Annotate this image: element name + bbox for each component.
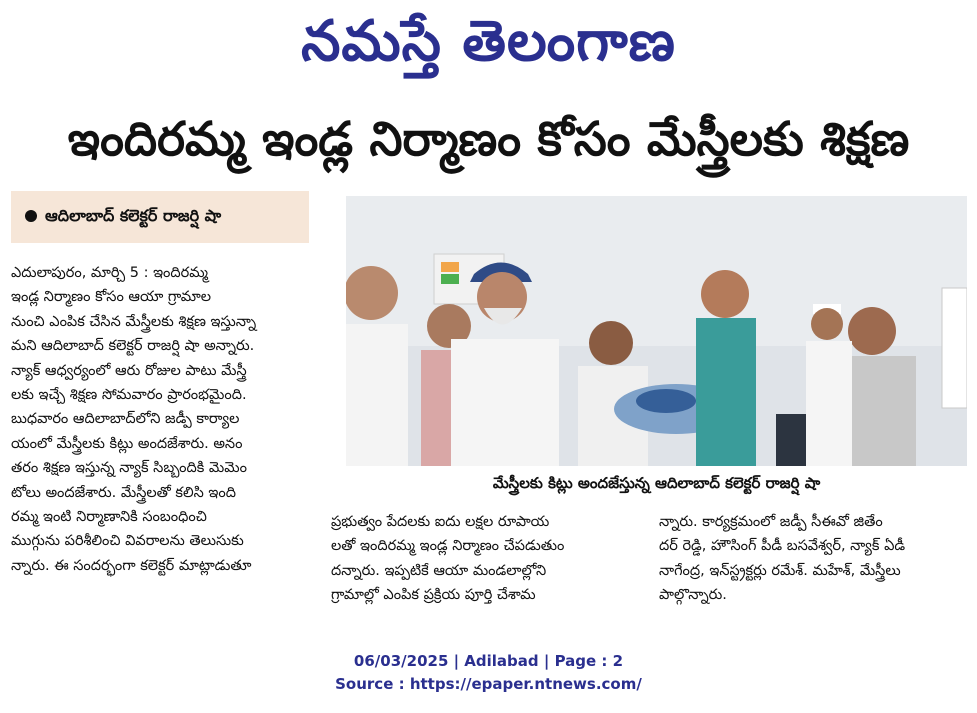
byline-box <box>11 191 309 243</box>
headline: ఇందిరమ్మ ఇండ్ల నిర్మాణం కోసం మేస్త్రీలకు శిక్షణ <box>67 112 910 167</box>
text-line: లకు ఇచ్చే శిక్షణ సోమవారం ప్రారంభమైంది. <box>11 387 247 404</box>
text-line: న్యాక్ ఆధ్వర్యంలో ఆరు రోజుల పాటు మేస్త్రీ <box>11 362 247 379</box>
text-line: నుంచి ఎంపిక చేసిన మేస్త్రీలకు శిక్షణ ఇస్తున్నా <box>11 313 257 330</box>
footer-date-edition: 06/03/2025 | Adilabad | Page : 2 <box>353 652 624 670</box>
text-line: ఇండ్ల నిర్మాణం కోసం ఆయా గ్రామాల <box>11 289 212 306</box>
text-line: దర్ రెడ్డి, హౌసింగ్ పీడీ బసవేశ్వర్, న్యాక్ ఏడీ <box>659 538 906 555</box>
text-line: ఎదులాపురం, మార్చి 5 : ఇందిరమ్మ <box>11 265 208 281</box>
text-line: పాల్గొన్నారు. <box>659 587 727 604</box>
text-line: యంలో మేస్త్రీలకు కిట్లు అందజేశారు. అనం <box>11 435 243 452</box>
text-line: లతో ఇందిరమ్మ ఇండ్ల నిర్మాణం చేపడుతుం <box>331 538 565 555</box>
text-line: ముగ్గును పరిశీలించి వివరాలను తెలుసుకు <box>11 533 244 550</box>
text-line: రమ్మ ఇంటి నిర్మాణానికి సంబంధించి <box>11 509 207 526</box>
article-column-1 <box>11 261 311 578</box>
article-column-2 <box>331 510 631 608</box>
text-line: గ్రామాల్లో ఎంపిక ప్రక్రియ పూర్తి చేశామ <box>331 587 536 604</box>
text-line: న్నారు. కార్యక్రమంలో జడ్పీ సీఈవో జితేం <box>659 514 883 530</box>
text-line: నాగేంద్ర, ఇన్‌స్ట్రక్టర్లు రమేశ్. మహేశ్, మేస్త్రీలు <box>659 562 901 579</box>
masthead-logo: నమస్తే తెలంగాణ <box>301 8 676 74</box>
byline: ఆదిలాబాద్ కలెక్టర్ రాజర్షి షా <box>45 206 222 225</box>
photo-caption: మేస్త్రీలకు కిట్లు అందజేస్తున్న ఆదిలాబాద్ కలెక్టర్ రాజర్షి షా <box>492 474 821 492</box>
bullet-icon <box>25 210 37 222</box>
text-line: న్నారు. ఈ సందర్భంగా కలెక్టర్ మాట్లాడుతూ <box>11 557 252 574</box>
text-line: ప్రభుత్వం పేదలకు ఐదు లక్షల రూపాయ <box>331 514 550 530</box>
footer-source: Source : https://epaper.ntnews.com/ <box>335 675 642 693</box>
text-line: దన్నారు. ఇప్పటికే ఆయా మండలాల్లోని <box>331 562 547 579</box>
text-line: మని ఆదిలాబాద్ కలెక్టర్ రాజర్షి షా అన్నారు. <box>11 338 255 355</box>
article-column-3 <box>659 510 967 608</box>
news-photo <box>346 196 967 466</box>
text-line: టోలు అందజేశారు. మేస్త్రీలతో కలిసి ఇంది <box>11 484 236 501</box>
text-line: బుధవారం ఆదిలాబాద్‌లోని జడ్పీ కార్యాల <box>11 411 240 428</box>
text-line: తరం శిక్షణ ఇస్తున్న న్యాక్ సిబ్బందికి మెమెం <box>11 460 247 477</box>
